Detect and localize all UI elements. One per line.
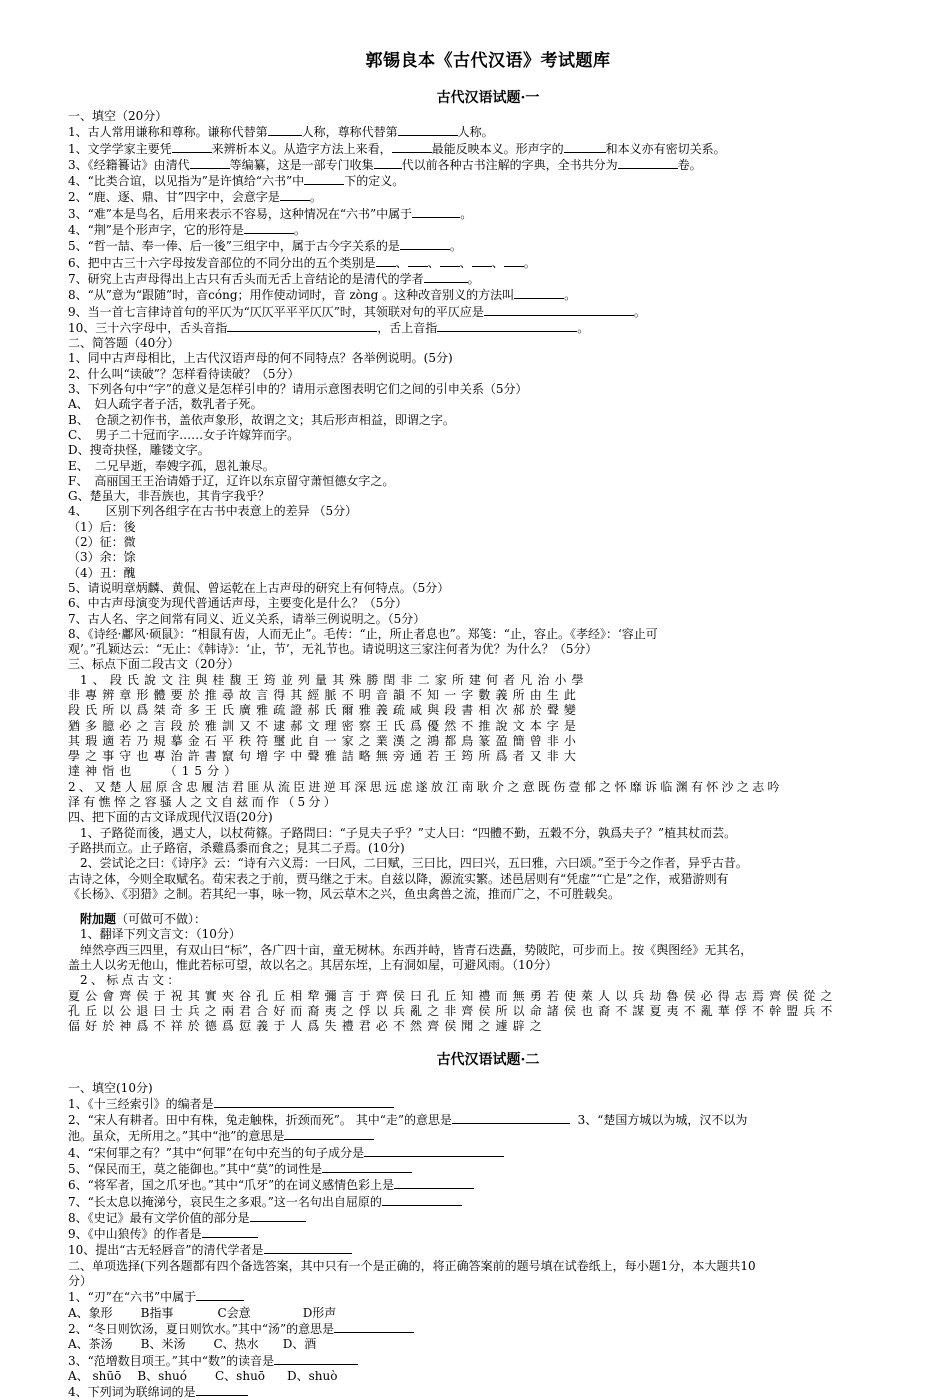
choice-question: 3、“范增数目项王。”其中“数”的读音是 — [68, 1353, 908, 1369]
document-title: 郭锡良本《古代汉语》考试题库 — [365, 51, 611, 71]
classical-text-line: 偪好於神爲不祥於德爲愆義于人爲失禮君必不然齊侯聞之遽辟之 — [68, 1019, 547, 1034]
fill-question: 10、三十六字母中，舌头音指 ，舌上音指 。 — [68, 320, 590, 335]
choice-options: A、象形 B指事 C会意 D形声 — [68, 1305, 337, 1320]
option-line: A、 妇人疏字者子活，数乳者子死。 — [68, 397, 263, 412]
fill-question: 6、“将军者，国之爪牙也。”其中“爪牙”的在词义感情色彩上是 — [68, 1177, 908, 1193]
fill-question: 2、“宋人有耕者。田中有株，兔走触株，折颈而死”。 其中“走”的意思是 3、“楚国方城以为城，汉不以为 — [68, 1113, 748, 1128]
question-line: 3、下列各句中“字”的意义是怎样引申的？请用示意图表明它们之间的引申关系（5分） — [68, 382, 528, 397]
fill-question: 4、“荆”是个形声字，它的形符是 。 — [68, 223, 306, 238]
fill-question: 4、“比类合谊，以见指为”是许慎给“六书”中 下的定义。 — [68, 174, 405, 189]
option-line: B、 仓颉之初作书，盖依声象形，故谓之文；其后形声相益，即谓之字。 — [68, 412, 455, 427]
option-line: E、 二兄早逝，奉嫂字孤，恩礼兼尽。 — [68, 458, 275, 473]
fill-question: 6、把中古三十六字母按发音部位的不同分出的五个类别是 、 、 、 、 。 — [68, 255, 536, 270]
classical-text-line: 其瑕適若乃規摹金石平秩符璽此自一家之業漢之鴻都鳥篆盈簡曾非小 — [68, 733, 582, 748]
option-line: F、 高丽国王王治请婚于辽，辽许以东京留守萧恒德女字之。 — [68, 473, 395, 488]
option-line: （2）征：微 — [68, 535, 136, 550]
section-short-answer-heading: 二、简答题（40分） — [68, 336, 180, 351]
bonus-heading: 附加题（可做可不做）： — [80, 912, 207, 927]
classical-text-line: 學之事守也專治許書竄句增字中聲雅詰略無旁通若王筠所爲者又非大 — [68, 749, 582, 764]
exam-document — [68, 46, 908, 1400]
choice-options: A、茶汤 B、米汤 C、热水 D、酒 — [68, 1337, 317, 1352]
fill-question: 7、“长太息以掩涕兮，哀民生之多艰。”这一名句出自屈原的 — [68, 1194, 908, 1210]
option-line: （3）余：馀 — [68, 550, 136, 565]
bonus-text-line: 绰然亭西三四里，有双山曰“标”，各广四十亩，童无树林。东西并峙，皆青石迭矗，势陂陀，可步而上。按《舆图经》无其名， — [80, 942, 753, 957]
classical-text-line: 2、又楚人屈原含忠履洁君匪从流臣进逆耳深思远虑遂放江南耿介之意既伤壹郁之怀靡诉临渊有怀沙之志吟 — [68, 779, 783, 794]
fill-question: 2、“鹿、逐、鼎、甘”四字中，会意字是 。 — [68, 190, 322, 205]
fill-question: 8、“从”意为“跟随”时，音cóng；用作使动词时，音 zòng 。这种改音别义的方法叫 。 — [68, 288, 577, 303]
fill-question: 8、《史记》最有文学价值的部分是 — [68, 1210, 908, 1226]
option-line: C、 男子二十冠而字……女子许嫁笄而字。 — [68, 427, 300, 442]
question-line: 1、同中古声母相比，上古代汉语声母的何不同特点？各举例说明。(5分) — [68, 351, 453, 366]
fill-question: 3、“难”本是鸟名，后用来表示不容易，这种情况在“六书”中属于 。 — [68, 206, 473, 221]
question-line: 7、古人名、字之间常有同义、近义关系，请举三例说明之。（5分） — [68, 611, 426, 626]
classical-text-line: 達神恉也 （15分） — [68, 764, 242, 779]
fill-question: 7、研究上古声母得出上古只有舌头而无舌上音结论的是清代的学者 。 — [68, 271, 480, 286]
section-translate-heading: 四、把下面的古文译成现代汉语(20分) — [68, 810, 273, 825]
fill-question: 10、提出“古无轻唇音”的清代学者是 — [68, 1242, 908, 1258]
exam2-title: 古代汉语试题·二 — [436, 1051, 540, 1068]
classical-text-line: 夏公會齊侯于祝其實夾谷孔丘相犂彌言于齊侯曰孔丘知禮而無勇若使萊人以兵劫魯侯必得志焉齊侯從之 — [68, 988, 838, 1003]
exam1-title: 古代汉语试题·一 — [436, 90, 540, 106]
choice-question: 1、“刃”在“六书”中属于 — [68, 1289, 908, 1305]
option-line: （1）后：後 — [68, 519, 136, 534]
section-choice-heading-cont: 分） — [68, 1274, 93, 1289]
classical-text-line: 猶多臆必之言段於雅訓又不逮郝文理密察王氏爲優然不推說文本字是 — [68, 718, 582, 733]
classical-text-line: 段氏所以爲桀奇多王氏廣雅疏證郝氏爾雅義疏咸與段書相次郝於聲變 — [68, 703, 582, 718]
classical-text-line: 孔丘以公退曰士兵之兩君合好而裔夷之俘以兵亂之非齊侯所以命諸侯也裔不謀夏夷不亂華俘不幹盟兵不 — [68, 1003, 838, 1018]
option-line: G、楚虽大，非吾族也，其肯字我乎？ — [68, 489, 270, 504]
option-line: D、搜奇抉怪，雕镂文字。 — [68, 443, 210, 458]
fill-question: 9、当一首七言律诗首句的平仄为“仄仄平平平仄仄”时，其领联对句的平仄应是 。 — [68, 304, 646, 319]
option-line: （4）丑：醜 — [68, 565, 136, 580]
choice-options: A、 shūō B、shuó C、shuō D、shuò — [68, 1368, 338, 1383]
fill-question: 1、《十三经索引》的编者是 — [68, 1096, 908, 1112]
translation-text-line: 子路拱而立。止子路宿，杀雞爲黍而食之；見其二子焉。(10分) — [68, 840, 405, 855]
choice-question: 4、下列词为联绵词的是 — [68, 1384, 908, 1400]
translation-text-line: 1、子路從而後，遇丈人，以杖荷篠。子路問曰：“子見夫子乎？”丈人曰：“四體不勤，五穀不分，孰爲夫子？”植其杖而芸。 — [80, 825, 737, 840]
translation-text-line: 2、尝试论之曰：《诗序》云：“诗有六义焉：一曰风，二曰赋，三曰比，四曰兴，五曰雅，六曰颂。”至于今之作者，异乎古昔。 — [80, 856, 748, 871]
classical-text-line: 非專辨章形體要於推尋故言得其經脈不明音韻不知一字數義所由生此 — [68, 687, 582, 702]
question-line: 5、请说明章炳麟、黄侃、曾运乾在上古声母的研究上有何特点。（5分） — [68, 580, 450, 595]
fill-question: 9、《中山狼传》的作者是 — [68, 1226, 908, 1242]
fill-question: 4、“宋何罪之有？”其中“何罪”在句中充当的句子成分是 — [68, 1145, 908, 1161]
translation-text-line: 《长杨》、《羽猎》之制。若其纪一事，咏一物，风云草木之兴，鱼虫禽兽之流，推而广之，不可胜载矣。 — [68, 886, 621, 901]
question-line: 8、《诗经·鄘风·硕鼠》：“相鼠有齿，人而无止”。毛传：“止，所止者息也”。郑笺：“止，容止。《孝经》：‘容止可 — [68, 626, 658, 641]
section-choice-heading: 二、单项选择(下列各题都有四个备选答案，其中只有一个是正确的，将正确答案前的题号填在试卷纸上，每小题1分，本大题共10 — [68, 1258, 756, 1273]
fill-question: 1、古人常用谦称和尊称。谦称代替第 人称，尊称代替第 人称。 — [68, 125, 494, 140]
question-line: 观’。”孔颖达云：“无止：《韩诗》：‘止，节’，无礼节也。请说明这三家注何者为优？为什么？（5分） — [68, 642, 598, 657]
section-punctuate-heading: 三、标点下面二段古文（20分） — [68, 657, 240, 672]
fill-question: 5、“哲一喆、奉一俸、后一後”三组字中，属于古今字关系的是 。 — [68, 239, 462, 254]
fill-question: 3、《经籍籑诂》由清代 等编纂，这是一部专门收集 代以前各种古书注解的字典，全书共分为 卷。 — [68, 157, 702, 172]
classical-text-line: 泽有憔悴之容骚人之文自兹而作（5分） — [68, 795, 340, 810]
section-fill-heading: 一、填空（20分） — [68, 109, 168, 123]
question-line: 2、什么叫“读破”？怎样看待读破？（5分） — [68, 366, 300, 381]
choice-question: 2、“冬日则饮汤，夏日则饮水。”其中“汤”的意思是 — [68, 1321, 908, 1337]
question-line: 4、 区别下列各组字在古书中表意上的差异 （5分） — [68, 504, 358, 519]
bonus-question: 2、标点古文： — [80, 973, 183, 988]
classical-text-line: 1、段氏說文注與桂馥王筠並列量其殊勝閏非二家所建何者凡治小學 — [80, 672, 589, 687]
bonus-question: 1、翻译下列文言文：（10分） — [80, 927, 241, 942]
section-fill-heading: 一、填空(10分) — [68, 1080, 153, 1095]
question-line: 6、中古声母演变为现代普通话声母，主要变化是什么？（5分） — [68, 596, 408, 611]
fill-question: 1、文学学家主要凭 来辨析本义。从造字方法上来看， 最能反映本义。形声字的 和本义亦有密切关系。 — [68, 141, 726, 156]
translation-text-line: 古诗之体，今则全取赋名。荀宋表之于前，贾马继之于末。自兹以降，源流实繁。述邑居则有“凭虚”“亡是”之作，戒猎游则有 — [68, 871, 729, 886]
bonus-text-line: 盖土人以劣无他山，惟此若标可望，故以名之。其居东垤，上有洞如屋，可避风雨。（10分） — [68, 958, 558, 973]
fill-question: 5、“保民而王，莫之能御也。”其中“莫”的词性是 — [68, 1161, 908, 1177]
fill-question: 池。虽众，无所用之。”其中“池”的意思是 — [68, 1128, 908, 1144]
